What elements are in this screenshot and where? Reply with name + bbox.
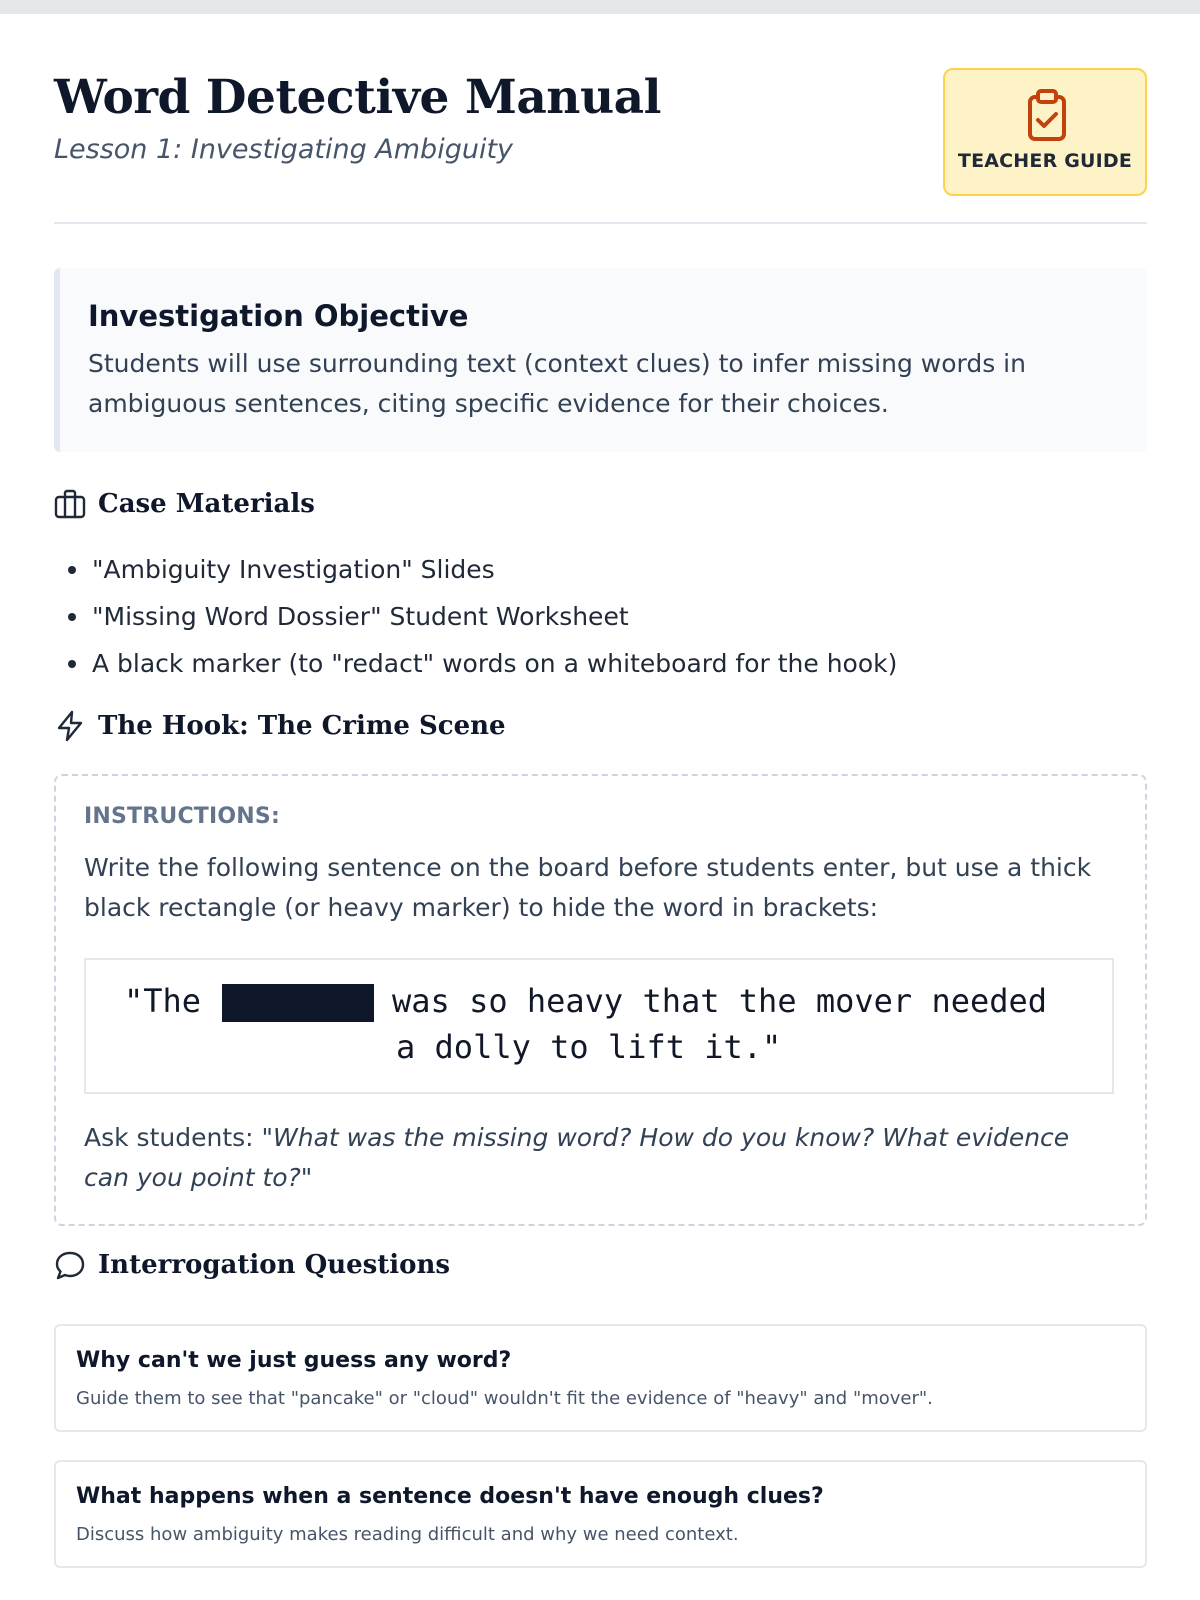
sentence-line2: a dolly to lift it." <box>396 1028 782 1066</box>
materials-heading: Case Materials <box>98 489 315 519</box>
teacher-guide-label: TEACHER GUIDE <box>957 150 1133 172</box>
question-guidance: Discuss how ambiguity makes reading difficult and why we need context. <box>76 1524 739 1545</box>
lesson-page <box>54 66 1147 1545</box>
sentence-line1: was so heavy that the mover needed <box>392 982 1048 1020</box>
speech-bubble-icon <box>54 1249 86 1281</box>
instructions-text: Write the following sentence on the board before students enter, but use a thick black rectangle (or heavy marker) to hide the word in brackets: <box>84 853 1092 922</box>
top-strip <box>0 0 1200 14</box>
board-sentence-box <box>84 958 1114 1094</box>
list-item: A black marker (to "redact" words on a whiteboard for the hook) <box>92 640 1132 687</box>
ask-prefix: Ask students: <box>84 1123 254 1152</box>
page-title: Word Detective Manual <box>54 70 661 125</box>
hook-box <box>54 774 1147 1226</box>
instructions-label: INSTRUCTIONS: <box>84 804 280 829</box>
objective-heading: Investigation Objective <box>88 299 469 333</box>
objective-panel <box>54 268 1147 452</box>
question-text: Why can't we just guess any word? <box>76 1348 512 1373</box>
sentence-start: "The <box>124 982 202 1020</box>
materials-list <box>92 546 1132 687</box>
questions-heading-row <box>54 1245 450 1285</box>
ask-students-text <box>84 1118 1114 1198</box>
teacher-guide-button[interactable] <box>943 68 1147 196</box>
page-subtitle: Lesson 1: Investigating Ambiguity <box>54 134 514 165</box>
question-guidance: Guide them to see that "pancake" or "cloud" wouldn't fit the evidence of "heavy" and "mover". <box>76 1388 933 1409</box>
hook-heading: The Hook: The Crime Scene <box>98 711 506 741</box>
materials-heading-row <box>54 484 315 524</box>
clipboard-check-icon <box>1025 88 1069 144</box>
questions-heading: Interrogation Questions <box>98 1250 451 1280</box>
list-item: "Missing Word Dossier" Student Worksheet <box>92 593 1132 640</box>
ask-question: "What was the missing word? How do you know? What evidence can you point to?" <box>84 1123 1070 1192</box>
page-header <box>54 66 1147 224</box>
question-card <box>54 1460 1147 1568</box>
list-item: "Ambiguity Investigation" Slides <box>92 546 1132 593</box>
hook-heading-row <box>54 706 506 746</box>
redaction-bar <box>222 984 374 1022</box>
lightning-icon <box>54 710 86 742</box>
objective-text: Students will use surrounding text (context clues) to infer missing words in ambiguous sentences, citing specific evidence for their choices. <box>88 349 1026 418</box>
question-text: What happens when a sentence doesn't have enough clues? <box>76 1484 824 1509</box>
question-card <box>54 1324 1147 1432</box>
briefcase-icon <box>54 488 86 520</box>
